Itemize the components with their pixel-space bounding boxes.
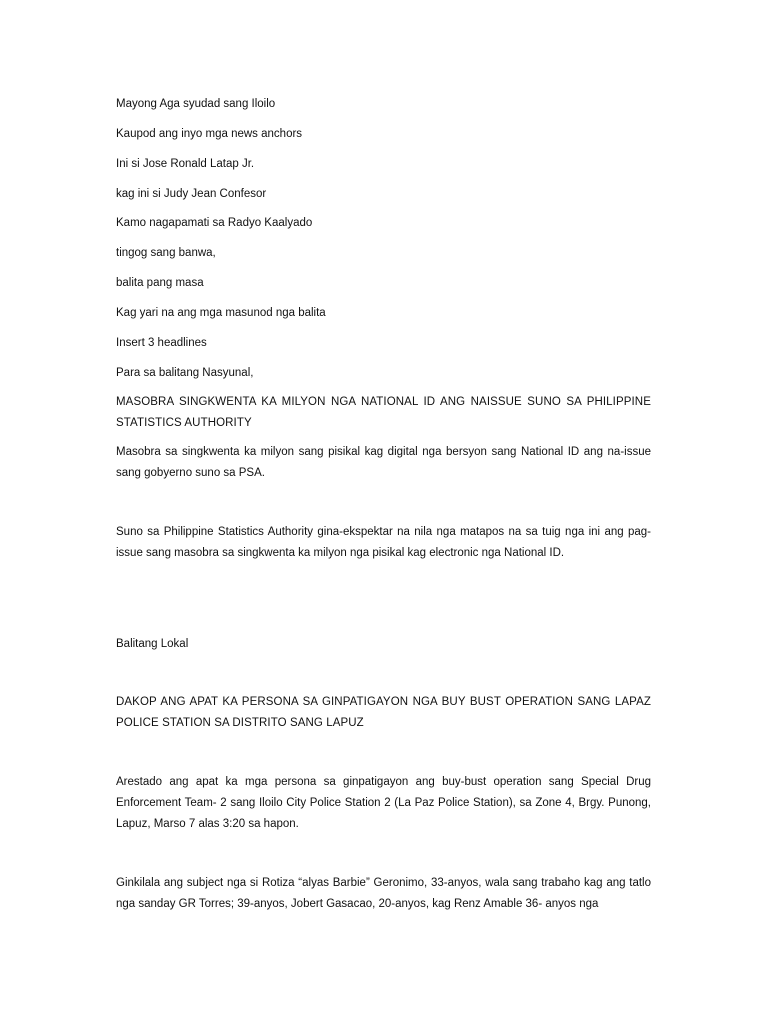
local-paragraph-1: Arestado ang apat ka mga persona sa ginpatigayon ang buy-bust operation sang Special Drug Enforcement Team- 2 sang Iloilo City Police Station 2 (La Paz Police Station), sa Zone 4, Brgy. Punong, Lapuz, Marso 7 alas 3:20 sa hapon. (116, 776, 651, 830)
section-label-local: Balitang Lokal (116, 638, 189, 650)
intro-line-anchor-1: Ini si Jose Ronald Latap Jr. (116, 158, 255, 170)
intro-line-headlines-note: Insert 3 headlines (116, 337, 207, 349)
intro-line-anchors: Kaupod ang inyo mga news anchors (116, 128, 303, 140)
intro-line-greeting: Mayong Aga syudad sang Iloilo (116, 98, 276, 110)
national-headline: MASOBRA SINGKWENTA KA MILYON NGA NATIONAL ID ANG NAISSUE SUNO SA PHILIPPINE STATISTICS AUTHORITY (116, 396, 651, 429)
national-paragraph-1: Masobra sa singkwenta ka milyon sang pisikal kag digital nga bersyon sang National ID ang na-issue sang gobyerno suno sa PSA. (116, 446, 651, 479)
national-paragraph-2: Suno sa Philippine Statistics Authority gina-ekspektar na nila nga matapos na sa tuig nga ini ang pag-issue sang masobra sa singkwenta ka milyon nga pisikal kag electronic nga National ID. (116, 526, 651, 559)
intro-line-lead-in: Kag yari na ang mga masunod nga balita (116, 307, 326, 319)
intro-line-station: Kamo nagapamati sa Radyo Kaalyado (116, 217, 313, 229)
local-paragraph-2: Ginkilala ang subject nga si Rotiza “alyas Barbie” Geronimo, 33-anyos, wala sang trabaho kag ang tatlo nga sanday GR Torres; 39-anyos, Jobert Gasacao, 20-anyos, kag Renz Amable 36- anyos nga (116, 877, 651, 910)
intro-line-tagline-2: balita pang masa (116, 277, 204, 289)
local-headline: DAKOP ANG APAT KA PERSONA SA GINPATIGAYON NGA BUY BUST OPERATION SANG LAPAZ POLICE STATION SA DISTRITO SANG LAPUZ (116, 696, 651, 729)
intro-line-tagline-1: tingog sang banwa, (116, 247, 216, 259)
intro-line-anchor-2: kag ini si Judy Jean Confesor (116, 188, 267, 200)
section-label-national: Para sa balitang Nasyunal, (116, 367, 254, 379)
